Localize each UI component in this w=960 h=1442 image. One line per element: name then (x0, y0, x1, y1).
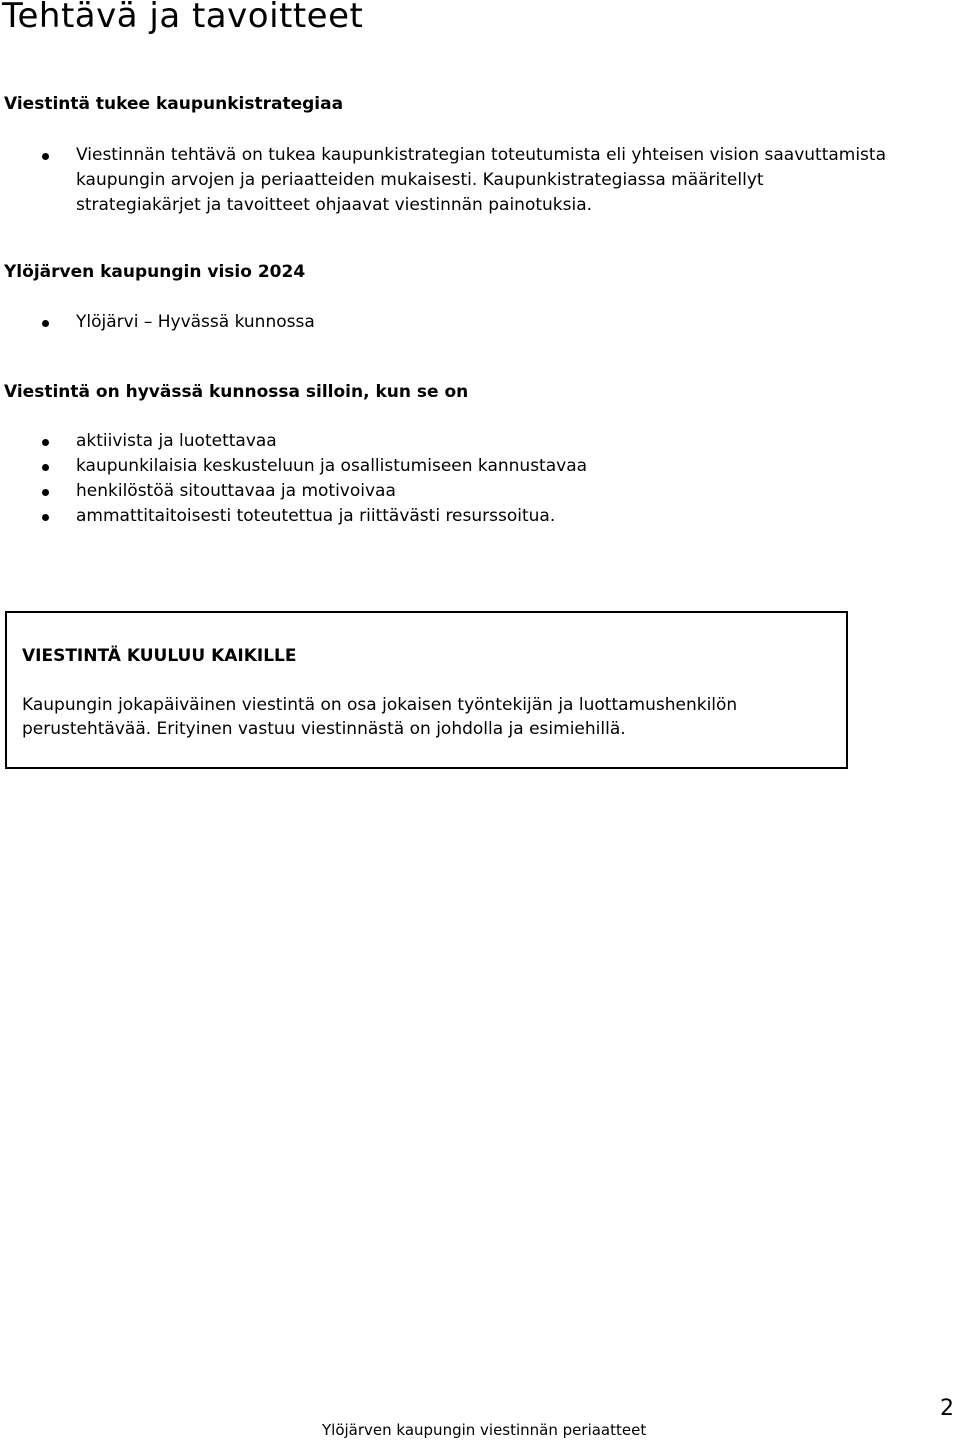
quality-bullet-list (0, 429, 950, 529)
vision-bullet-list (0, 310, 950, 335)
list-item (0, 143, 950, 218)
list-item (0, 504, 950, 529)
section-heading-quality: Viestintä on hyvässä kunnossa silloin, kun se on (4, 382, 469, 402)
list-item (0, 429, 950, 454)
text-line: perustehtävää. Erityinen vastuu viestinnästä on johdolla ja esimiehillä. (22, 719, 626, 739)
list-item-text: Ylöjärvi – Hyvässä kunnossa (76, 312, 315, 332)
text-line: strategiakärjet ja tavoitteet ohjaavat viestinnän painotuksia. (76, 195, 593, 215)
bullet-icon (42, 464, 49, 471)
list-item-text: kaupunkilaisia keskusteluun ja osallistumiseen kannustavaa (76, 456, 588, 476)
footer-text: Ylöjärven kaupungin viestinnän periaatteet (322, 1421, 647, 1439)
list-item-text: henkilöstöä sitouttavaa ja motivoivaa (76, 481, 396, 501)
list-item-text: ammattitaitoisesti toteutettua ja riittävästi resurssoitua. (76, 506, 556, 526)
bullet-icon (42, 439, 49, 446)
list-item (0, 479, 950, 504)
section-heading-strategy: Viestintä tukee kaupunkistrategiaa (4, 94, 344, 114)
strategy-bullet-list (0, 143, 950, 218)
section-heading-vision: Ylöjärven kaupungin visio 2024 (4, 262, 306, 282)
callout-box (5, 611, 848, 769)
bullet-icon (42, 153, 49, 160)
list-item (0, 310, 950, 335)
page-title: Tehtävä ja tavoitteet (2, 0, 364, 36)
bullet-icon (42, 489, 49, 496)
text-line: Kaupungin jokapäiväinen viestintä on osa jokaisen työntekijän ja luottamushenkilön (22, 695, 738, 715)
list-item (0, 454, 950, 479)
callout-heading: VIESTINTÄ KUULUU KAIKILLE (22, 646, 297, 666)
bullet-icon (42, 514, 49, 521)
text-line: Viestinnän tehtävä on tukea kaupunkistrategian toteutumista eli yhteisen vision saavuttamista (76, 145, 886, 165)
callout-text (22, 693, 737, 741)
list-item-text: aktiivista ja luotettavaa (76, 431, 277, 451)
text-line: kaupungin arvojen ja periaatteiden mukaisesti. Kaupunkistrategiassa määritellyt (76, 170, 764, 190)
bullet-icon (42, 320, 49, 327)
page-number: 2 (940, 1396, 954, 1421)
